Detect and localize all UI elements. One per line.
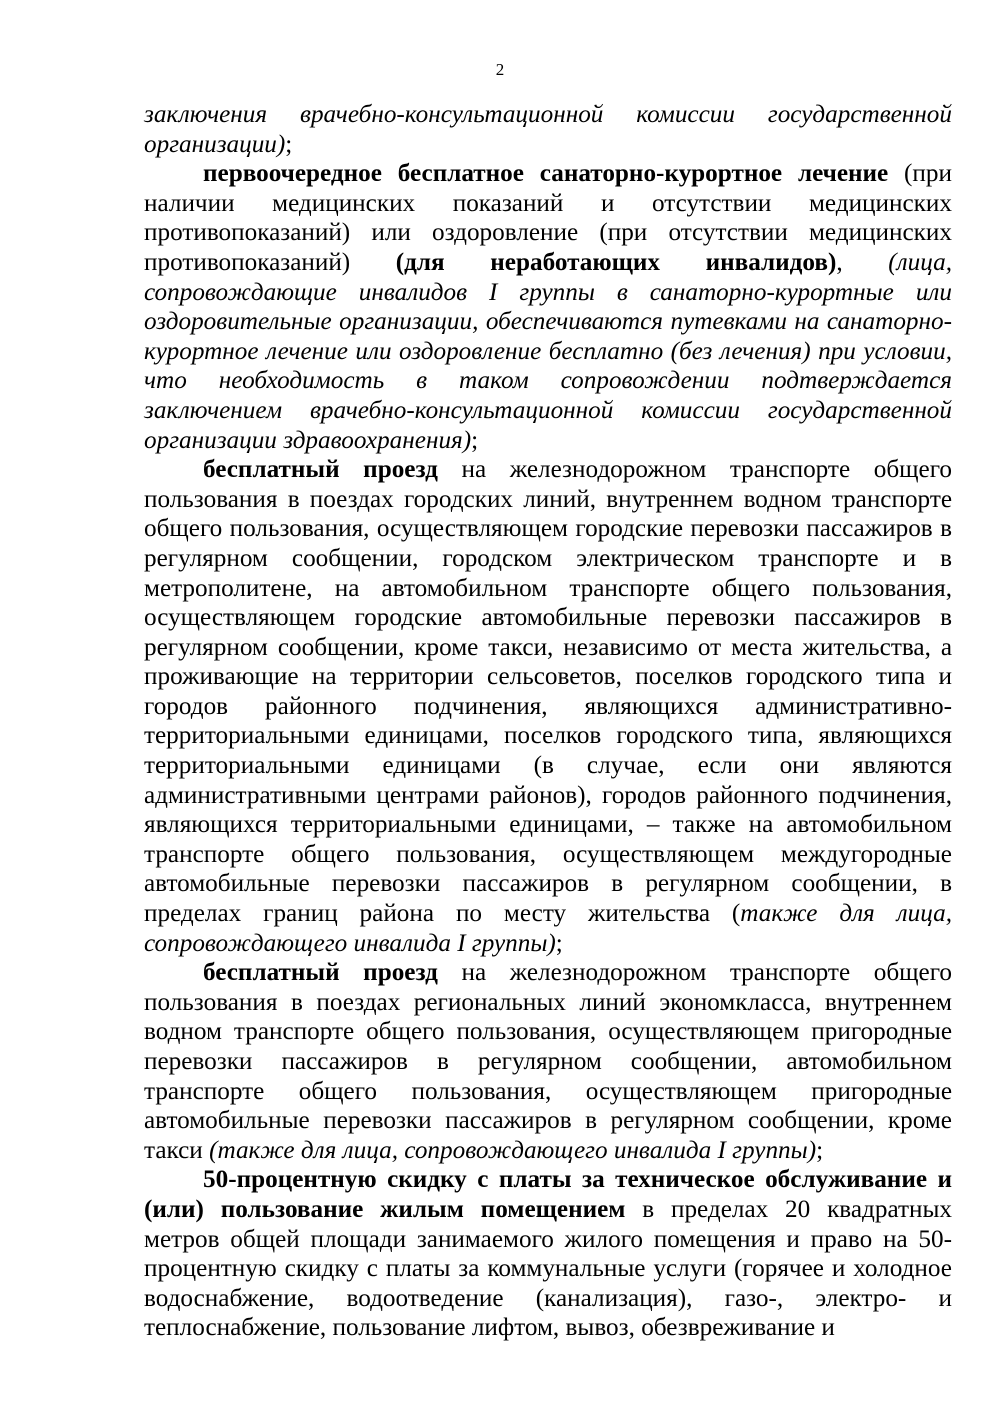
paragraph	[144, 455, 952, 958]
text-run: ;	[471, 426, 479, 454]
text-run: на железнодорожном транспорте общего пользования в поездах городских линий, внутреннем водном транспорте общего пользования, осуществляющем городские перевозки пассажиров в регулярном сообщении, городском электрическом транспорте и в метрополитене, на автомобильном транспорте общего пользования, осуществляющем городские автомобильные перевозки пассажиров в регулярном сообщении, кроме такси, независимо от места жительства, а проживающие на территории сельсоветов, поселков городского типа и городов районного подчинения, являющихся административно-территориальными единицами, поселков городского типа, являющихся территориальными единицами (в случае, если они являются административными центрами районов), городов районного подчинения, являющихся территориальными единицами, – также на автомобильном транспорте общего пользования, осуществляющем междугородные автомобильные перевозки пассажиров в регулярном сообщении, в пределах границ района по месту жительства (	[144, 456, 953, 928]
paragraph	[144, 1165, 952, 1343]
text-run: бесплатный проезд	[203, 456, 438, 484]
paragraph	[144, 159, 952, 455]
document-body	[144, 100, 952, 1343]
text-run: (лица, сопровождающие инвалидов I группы в санаторно-курортные или оздоровительные организации, обеспечиваются путевками на санаторно-курортное лечение или оздоровление бесплатно (без лечения) при условии, что необходимость в таком сопровождении подтверждается заключением врачебно-консультационной комиссии государственной организации здравоохранения)	[144, 248, 953, 454]
text-run: ;	[285, 130, 293, 158]
text-run: ;	[816, 1136, 824, 1164]
page-number: 2	[495, 60, 505, 79]
text-run: (также для лица, сопровождающего инвалида I группы)	[209, 1136, 817, 1164]
paragraph	[144, 958, 952, 1165]
text-run: заключения врачебно-консультационной комиссии государственной организации)	[144, 101, 952, 158]
text-run: (при наличии медицинских показаний и отсутствии медицинских противопоказаний) или оздоровление (при отсутствии медицинских противопоказаний)	[144, 160, 952, 276]
text-run: в пределах 20 квадратных метров общей площади занимаемого жилого помещения и право на 50-процентную скидку с платы за коммунальные услуги (горячее и холодное водоснабжение, водоотведение (канализация), газо-, электро- и теплоснабжение, пользование лифтом, вывоз, обезвреживание и	[144, 1195, 952, 1342]
paragraph	[144, 100, 952, 159]
text-run: (для неработающих инвалидов)	[395, 248, 837, 276]
text-run: бесплатный проезд	[203, 959, 438, 987]
text-run: ;	[555, 929, 563, 957]
text-run: на железнодорожном транспорте общего пользования в поездах региональных линий экономкласса, внутреннем водном транспорте общего пользования, осуществляющем пригородные перевозки пассажиров в регулярном сообщении, автомобильном транспорте общего пользования, осуществляющем пригородные автомобильные перевозки пассажиров в регулярном сообщении, кроме такси	[144, 959, 953, 1164]
text-run: 50-процентную скидку с платы за техническое обслуживание и (или) пользование жилым помещением	[144, 1166, 952, 1223]
text-run: первоочередное бесплатное санаторно-курортное лечение	[203, 160, 889, 188]
text-run: также для лица, сопровождающего инвалида I группы)	[144, 900, 953, 957]
text-run: ,	[836, 248, 889, 276]
